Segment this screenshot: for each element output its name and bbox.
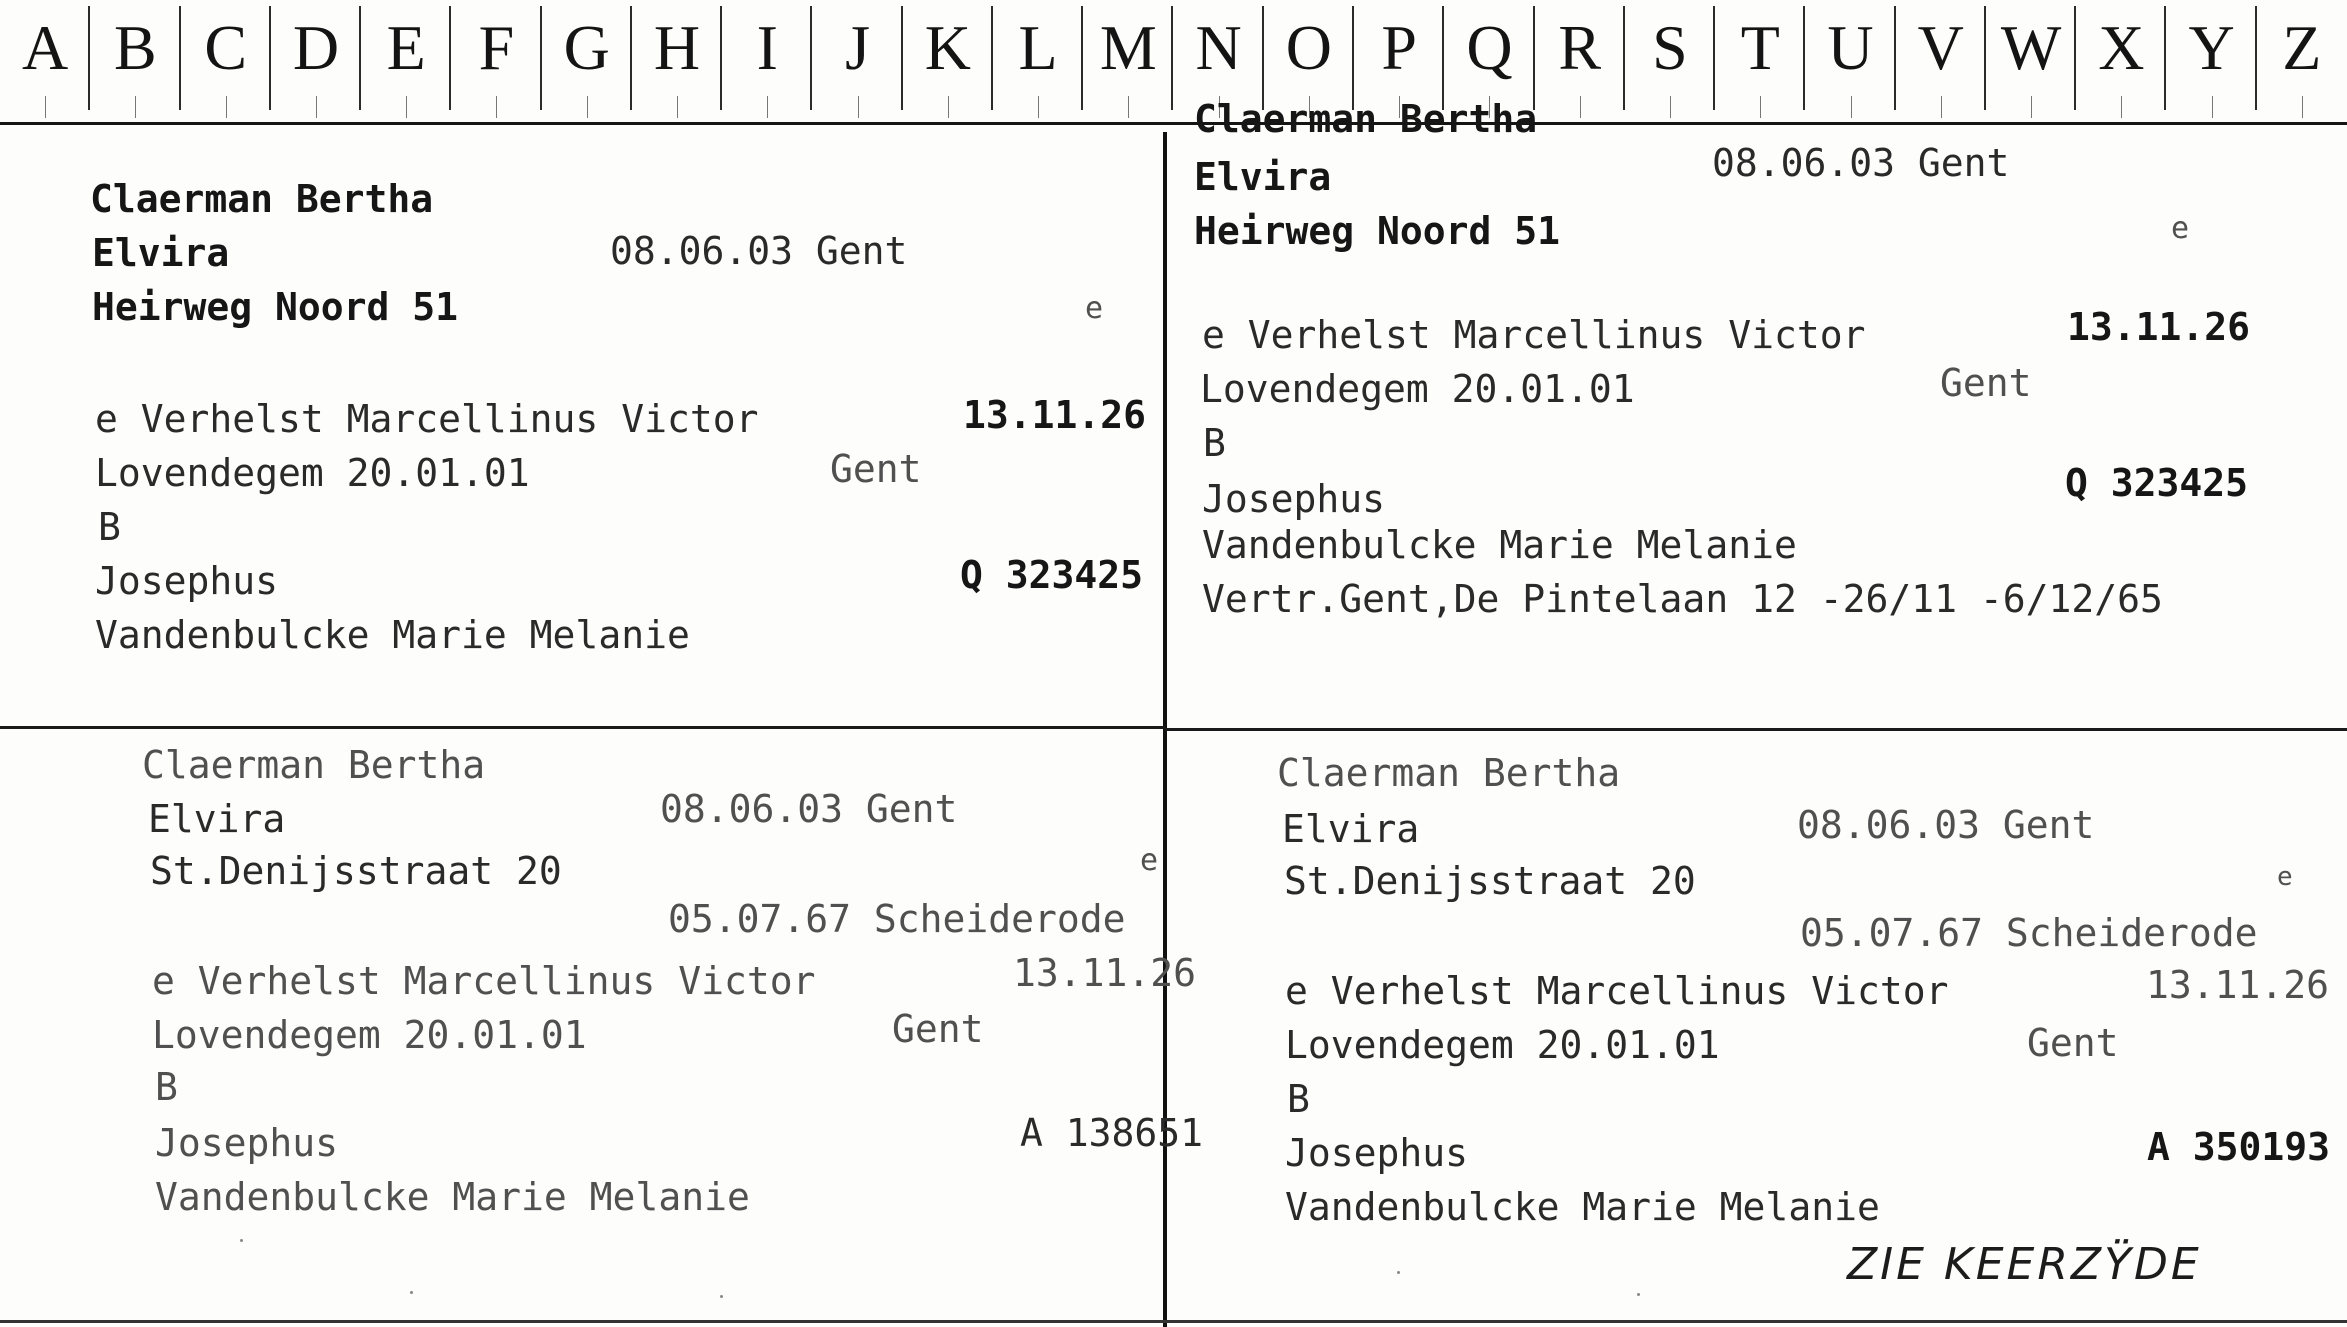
alphabet-letter-label: N bbox=[1195, 12, 1242, 83]
record-card-bottom-right bbox=[1167, 731, 2347, 1320]
alphabet-letter-label: F bbox=[478, 12, 515, 83]
alphabet-letter-l bbox=[993, 0, 1083, 122]
card-name: Claerman Bertha bbox=[1277, 751, 1621, 795]
alphabet-letter-t bbox=[1715, 0, 1805, 122]
alphabet-letter-g bbox=[542, 0, 632, 122]
alphabet-letter-label: J bbox=[845, 12, 870, 83]
card-nationality: B bbox=[98, 505, 121, 549]
record-card-top-right bbox=[1167, 97, 2347, 728]
card-birth: 08.06.03 Gent bbox=[660, 787, 958, 831]
alphabet-letter-v bbox=[1896, 0, 1986, 122]
alphabet-letter-r bbox=[1535, 0, 1625, 122]
card-given-name: Elvira bbox=[1194, 155, 1332, 199]
record-card-top-left bbox=[0, 125, 1163, 726]
alphabet-index-strip bbox=[0, 0, 2347, 125]
bottom-border bbox=[0, 1320, 2347, 1323]
letter-tick bbox=[948, 96, 949, 118]
alphabet-letter-label: E bbox=[386, 12, 426, 83]
card-move: 05.07.67 Scheiderode bbox=[668, 897, 1126, 941]
alphabet-letter-e bbox=[361, 0, 451, 122]
alphabet-letter-label: Q bbox=[1466, 12, 1513, 83]
card-status-mark: e bbox=[1140, 843, 1159, 878]
alphabet-letter-label: Y bbox=[2188, 12, 2235, 83]
card-address: St.Denijsstraat 20 bbox=[150, 849, 562, 893]
alphabet-letter-label: V bbox=[1917, 12, 1964, 83]
card-marriage-place: Gent bbox=[2027, 1021, 2119, 1065]
alphabet-letter-u bbox=[1805, 0, 1895, 122]
alphabet-letter-label: C bbox=[204, 12, 247, 83]
alphabet-letter-label: R bbox=[1558, 12, 1602, 83]
letter-tick bbox=[1128, 96, 1129, 118]
letter-tick bbox=[2302, 96, 2303, 118]
card-name: Claerman Bertha bbox=[1194, 97, 1538, 141]
alphabet-letter-b bbox=[90, 0, 180, 122]
card-marriage-place: Gent bbox=[892, 1007, 984, 1051]
card-number: Q 323425 bbox=[2065, 461, 2249, 505]
card-note: Vertr.Gent,De Pintelaan 12 -26/11 -6/12/65 bbox=[1202, 577, 2163, 621]
card-mother: Vandenbulcke Marie Melanie bbox=[155, 1175, 750, 1219]
card-mother: Vandenbulcke Marie Melanie bbox=[1285, 1185, 1880, 1229]
card-marriage-date: 13.11.26 bbox=[963, 393, 1147, 437]
letter-tick bbox=[135, 96, 136, 118]
alphabet-letter-label: W bbox=[2000, 12, 2062, 83]
alphabet-letter-label: K bbox=[924, 12, 971, 83]
card-address: Heirweg Noord 51 bbox=[1194, 209, 1561, 253]
alphabet-letter-c bbox=[181, 0, 271, 122]
card-spouse-birth: Lovendegem 20.01.01 bbox=[152, 1013, 587, 1057]
card-father: Josephus bbox=[1285, 1131, 1469, 1175]
card-status-mark: e bbox=[2277, 862, 2293, 892]
letter-tick bbox=[767, 96, 768, 118]
letter-tick bbox=[2031, 96, 2032, 118]
alphabet-letter-d bbox=[271, 0, 361, 122]
card-marriage-place: Gent bbox=[830, 447, 922, 491]
alphabet-letter-label: A bbox=[22, 12, 69, 83]
card-address: Heirweg Noord 51 bbox=[92, 285, 459, 329]
card-spouse-birth: Lovendegem 20.01.01 bbox=[95, 451, 530, 495]
handwritten-note: ZIE KEERZŸDE bbox=[1847, 1239, 2202, 1290]
letter-tick bbox=[45, 96, 46, 118]
card-move: 05.07.67 Scheiderode bbox=[1800, 911, 2258, 955]
letter-tick bbox=[2212, 96, 2213, 118]
card-name: Claerman Bertha bbox=[142, 743, 486, 787]
alphabet-letter-a bbox=[0, 0, 90, 122]
card-number: Q 323425 bbox=[960, 553, 1144, 597]
letter-tick bbox=[496, 96, 497, 118]
card-given-name: Elvira bbox=[1282, 807, 1420, 851]
alphabet-letter-label: Z bbox=[2282, 12, 2322, 83]
alphabet-letter-i bbox=[722, 0, 812, 122]
card-marriage-date: 13.11.26 bbox=[2146, 963, 2330, 1007]
alphabet-letter-label: O bbox=[1285, 12, 1332, 83]
letter-tick bbox=[858, 96, 859, 118]
alphabet-letter-label: S bbox=[1652, 12, 1688, 83]
card-spouse: e Verhelst Marcellinus Victor bbox=[1285, 969, 1949, 1013]
card-nationality: B bbox=[155, 1065, 178, 1109]
alphabet-letter-label: G bbox=[563, 12, 610, 83]
card-birth: 08.06.03 Gent bbox=[1797, 803, 2095, 847]
alphabet-letter-k bbox=[903, 0, 993, 122]
alphabet-letter-label: M bbox=[1099, 12, 1157, 83]
alphabet-letter-s bbox=[1625, 0, 1715, 122]
letter-tick bbox=[406, 96, 407, 118]
card-father: Josephus bbox=[155, 1121, 339, 1165]
alphabet-letter-h bbox=[632, 0, 722, 122]
card-mother: Vandenbulcke Marie Melanie bbox=[1202, 523, 1797, 567]
alphabet-letter-label: T bbox=[1740, 12, 1780, 83]
letter-tick bbox=[1670, 96, 1671, 118]
letter-tick bbox=[316, 96, 317, 118]
alphabet-letter-label: X bbox=[2098, 12, 2145, 83]
alphabet-letter-label: U bbox=[1827, 12, 1874, 83]
alphabet-letter-x bbox=[2076, 0, 2166, 122]
alphabet-letter-y bbox=[2166, 0, 2256, 122]
letter-tick bbox=[2121, 96, 2122, 118]
alphabet-letter-w bbox=[1986, 0, 2076, 122]
card-given-name: Elvira bbox=[92, 231, 230, 275]
card-marriage-date: 13.11.26 bbox=[1013, 951, 1197, 995]
letter-tick bbox=[1760, 96, 1761, 118]
card-spouse: e Verhelst Marcellinus Victor bbox=[152, 959, 816, 1003]
card-father: Josephus bbox=[1202, 477, 1386, 521]
letter-tick bbox=[1851, 96, 1852, 118]
letter-tick bbox=[226, 96, 227, 118]
card-status-mark: e bbox=[1085, 291, 1104, 326]
card-mother: Vandenbulcke Marie Melanie bbox=[95, 613, 690, 657]
card-address: St.Denijsstraat 20 bbox=[1284, 859, 1696, 903]
card-number: A 350193 bbox=[2147, 1125, 2331, 1169]
card-number: A 138651 bbox=[1020, 1111, 1204, 1155]
card-name: Claerman Bertha bbox=[90, 177, 434, 221]
record-card-bottom-left bbox=[0, 729, 1204, 1320]
card-birth: 08.06.03 Gent bbox=[1712, 141, 2010, 185]
alphabet-letter-j bbox=[812, 0, 902, 122]
card-father: Josephus bbox=[95, 559, 279, 603]
card-spouse: e Verhelst Marcellinus Victor bbox=[95, 397, 759, 441]
alphabet-letter-label: D bbox=[292, 12, 340, 83]
alphabet-letter-label: P bbox=[1381, 12, 1417, 83]
alphabet-letter-label: L bbox=[1018, 12, 1058, 83]
letter-tick bbox=[677, 96, 678, 118]
card-nationality: B bbox=[1203, 421, 1226, 465]
alphabet-letter-label: B bbox=[114, 12, 157, 83]
card-marriage-date: 13.11.26 bbox=[2067, 305, 2251, 349]
letter-tick bbox=[1038, 96, 1039, 118]
card-status-mark: e bbox=[2171, 211, 2190, 246]
alphabet-letter-label: H bbox=[653, 12, 701, 83]
alphabet-letter-m bbox=[1083, 0, 1173, 122]
card-marriage-place: Gent bbox=[1940, 361, 2032, 405]
letter-tick bbox=[587, 96, 588, 118]
letter-tick bbox=[1580, 96, 1581, 118]
card-nationality: B bbox=[1287, 1077, 1310, 1121]
card-birth: 08.06.03 Gent bbox=[610, 229, 908, 273]
alphabet-letter-label: I bbox=[756, 12, 778, 83]
alphabet-letter-z bbox=[2257, 0, 2347, 122]
card-spouse-birth: Lovendegem 20.01.01 bbox=[1200, 367, 1635, 411]
card-spouse: e Verhelst Marcellinus Victor bbox=[1202, 313, 1866, 357]
letter-tick bbox=[1941, 96, 1942, 118]
card-spouse-birth: Lovendegem 20.01.01 bbox=[1285, 1023, 1720, 1067]
card-given-name: Elvira bbox=[148, 797, 286, 841]
alphabet-letter-f bbox=[451, 0, 541, 122]
